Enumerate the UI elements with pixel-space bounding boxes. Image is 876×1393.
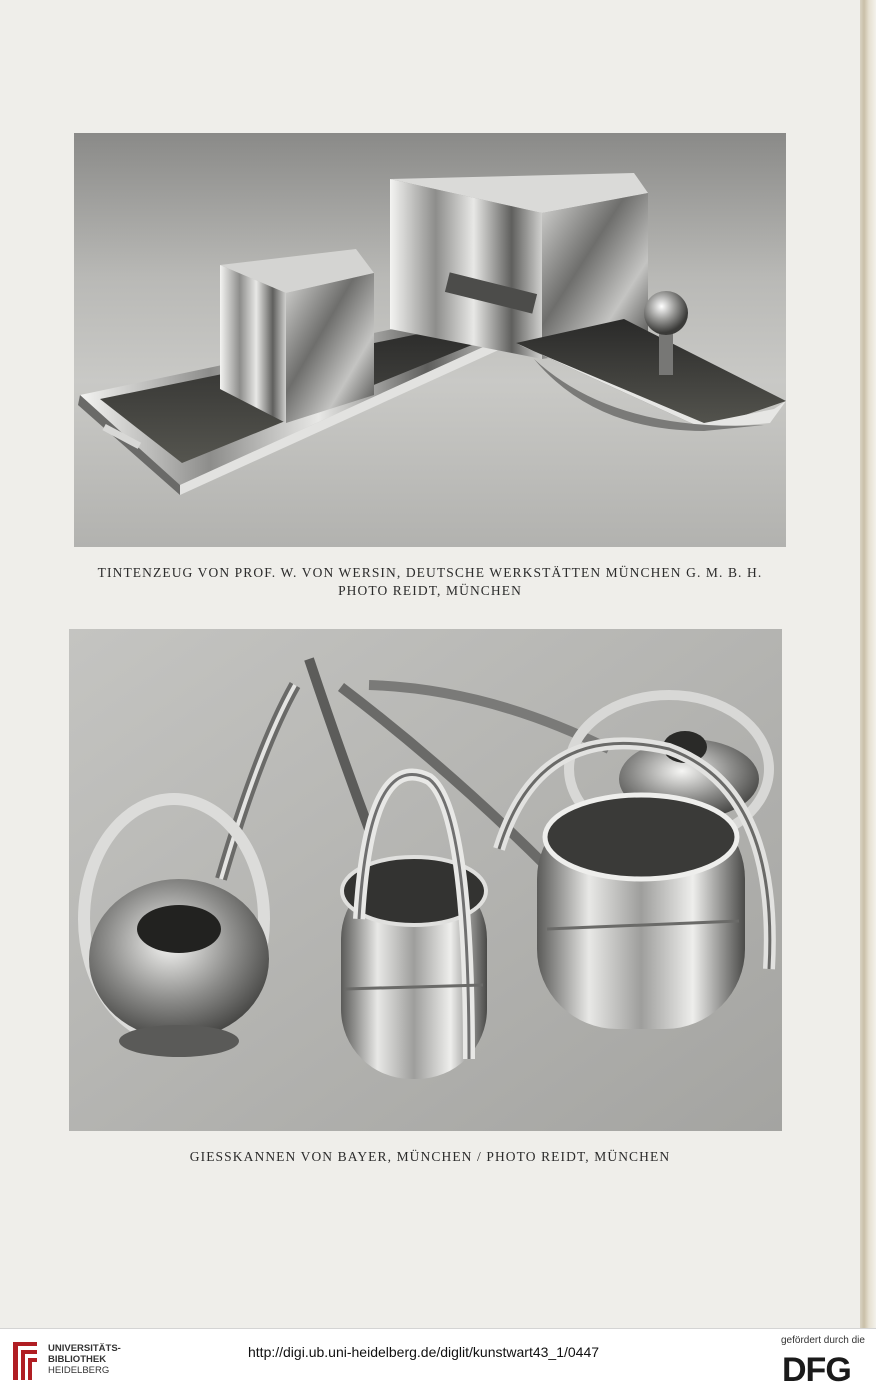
ub-heidelberg-logo-icon[interactable] [10, 1338, 40, 1384]
dfg-logo-icon[interactable] [782, 1351, 864, 1385]
funded-by-label: gefördert durch die [781, 1335, 865, 1346]
photo-inkstand [74, 133, 786, 547]
caption-inkstand-line1: TINTENZEUG VON PROF. W. VON WERSIN, DEUTSCHE WERKSTÄTTEN MÜNCHEN G. M. B. H. [97, 565, 763, 580]
footer-bar [0, 1328, 876, 1393]
caption-inkstand-line2: PHOTO REIDT, MÜNCHEN [338, 583, 522, 598]
caption-watering-cans: GIESSKANNEN VON BAYER, MÜNCHEN / PHOTO REIDT, MÜNCHEN [189, 1149, 671, 1164]
library-name[interactable] [48, 1343, 121, 1376]
library-name-line1: UNIVERSITÄTS- [48, 1343, 121, 1354]
inkstand-photo-graphic [74, 133, 786, 547]
watering-cans-photo-graphic [69, 629, 782, 1131]
photo-watering-cans [69, 629, 782, 1131]
svg-text:DFG: DFG [782, 1351, 851, 1385]
page-edge [860, 0, 876, 1328]
library-name-line2: BIBLIOTHEK [48, 1354, 107, 1365]
library-name-line3: HEIDELBERG [48, 1365, 110, 1376]
document-url-link[interactable]: http://digi.ub.uni-heidelberg.de/diglit/kunstwart43_1/0447 [248, 1344, 600, 1360]
